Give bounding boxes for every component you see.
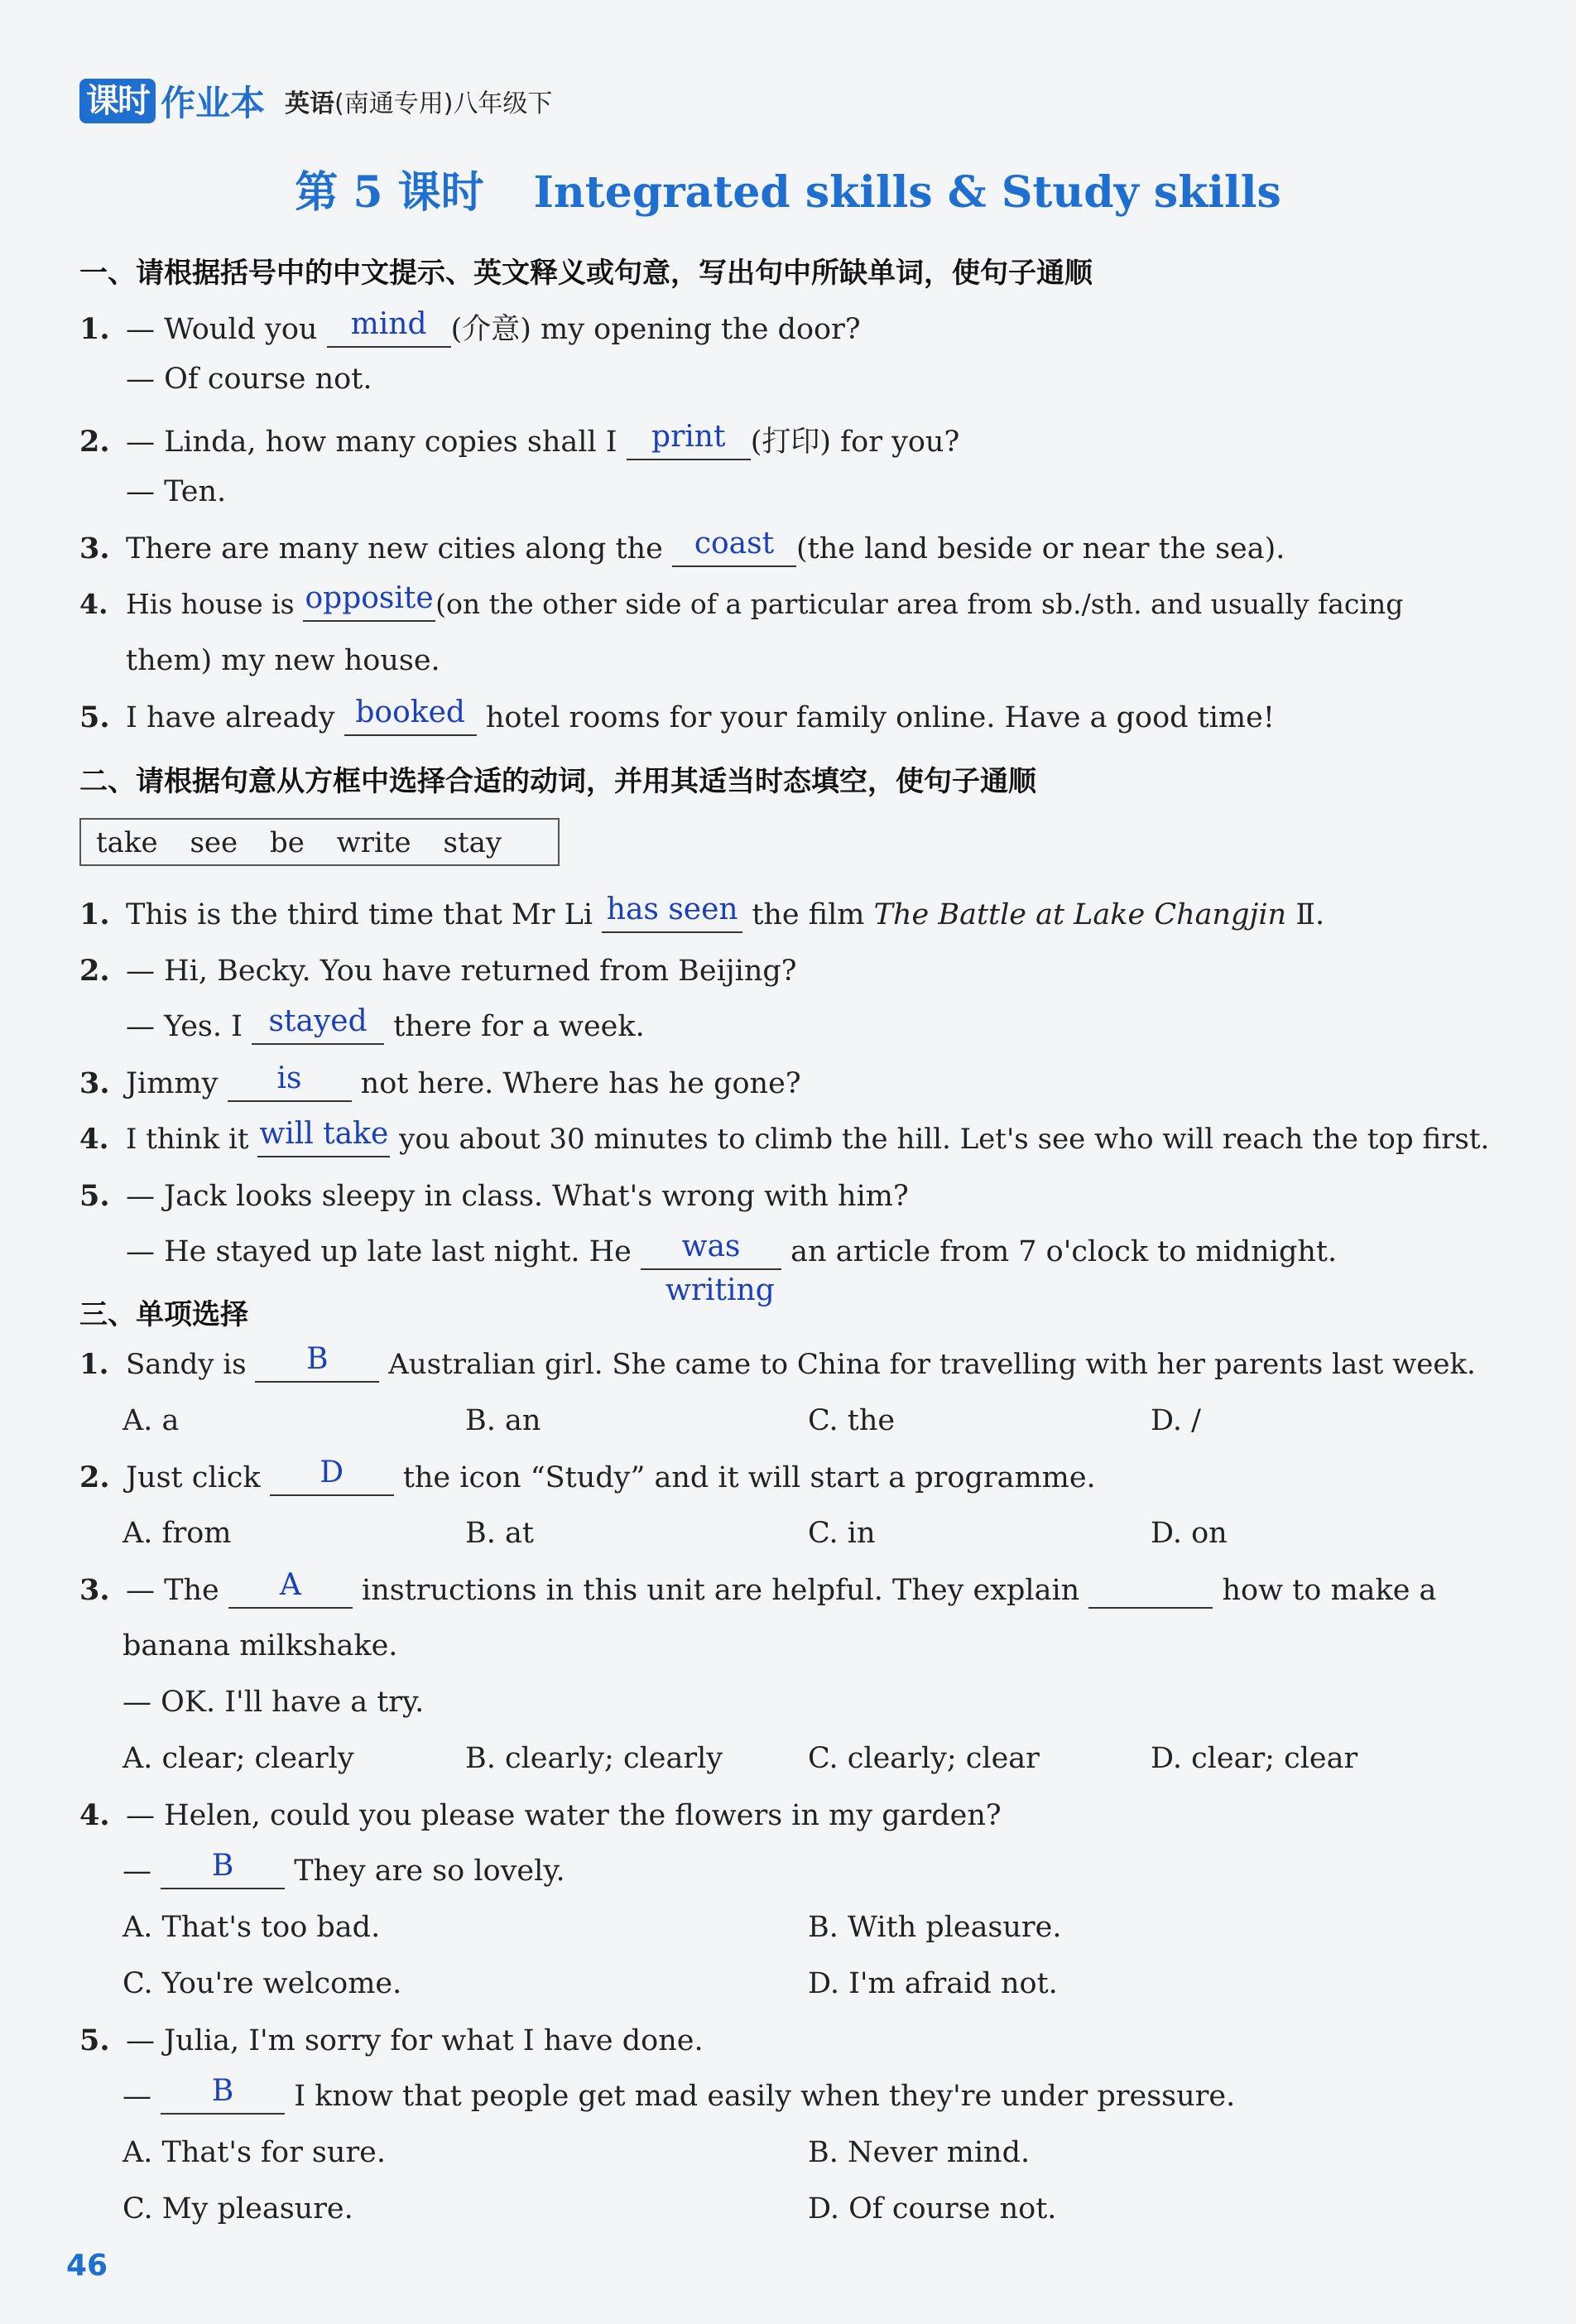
- option-b[interactable]: B. clearly; clearly: [465, 1742, 723, 1775]
- s3-q3: 3. — The A instructions in this unit are helpful. They explain how to make a: [79, 1568, 1437, 1607]
- s2-q2-reply: — Yes. I stayed there for a week.: [126, 1004, 645, 1043]
- s1-q4: 4. His house is opposite (on the other side of a particular area from sb./sth. and usually facing: [79, 581, 1404, 620]
- answer-blank[interactable]: booked: [344, 701, 477, 736]
- lesson-title: [0, 157, 1576, 219]
- option-a[interactable]: A. from: [123, 1517, 232, 1550]
- option-d[interactable]: D. clear; clear: [1151, 1742, 1358, 1775]
- s3-q3-reply: — OK. I'll have a try.: [123, 1686, 425, 1719]
- answer-continuation: writing: [665, 1273, 775, 1307]
- option-d[interactable]: D. Of course not.: [808, 2192, 1057, 2225]
- subject-label: 英语(南通专用)八年级下: [285, 89, 553, 118]
- answer-blank[interactable]: opposite: [303, 588, 435, 622]
- answer-blank[interactable]: coast: [672, 532, 796, 567]
- option-c[interactable]: C. in: [808, 1517, 876, 1550]
- logo-mark: 课时: [79, 79, 156, 123]
- section-3-heading: 三、单项选择: [79, 1298, 248, 1331]
- s3-q4: 4. — Helen, could you please water the flowers in my garden?: [79, 1798, 1002, 1832]
- answer-blank[interactable]: was: [641, 1235, 781, 1270]
- s1-q2: 2. — Linda, how many copies shall I print (打印) for you?: [79, 420, 960, 459]
- answer-blank[interactable]: B: [161, 2080, 285, 2115]
- s2-q4: 4. I think it will take you about 30 minutes to climb the hill. Let's see who will reach the top first.: [79, 1117, 1490, 1156]
- answer-blank[interactable]: stayed: [252, 1010, 384, 1045]
- word-bank-box: take see be write stay: [79, 818, 560, 866]
- answer-blank[interactable]: will take: [257, 1123, 390, 1157]
- answer-blank[interactable]: A: [228, 1574, 353, 1609]
- s3-q1: 1. Sandy is B Australian girl. She came to China for travelling with her parents last week.: [79, 1342, 1476, 1381]
- option-c[interactable]: C. You're welcome.: [123, 1967, 402, 2000]
- s3-q3-cont: banana milkshake.: [123, 1629, 398, 1662]
- answer-blank[interactable]: print: [627, 426, 751, 460]
- answer-blank[interactable]: B: [255, 1348, 379, 1383]
- s2-q2: 2. — Hi, Becky. You have returned from Beijing?: [79, 954, 797, 988]
- s1-q5: 5. I have already booked hotel rooms for your family online. Have a good time!: [79, 695, 1275, 734]
- page-number: 46: [66, 2249, 108, 2283]
- header: [79, 76, 552, 126]
- s3-q5: 5. — Julia, I'm sorry for what I have done.: [79, 2023, 704, 2057]
- answer-blank[interactable]: D: [270, 1461, 394, 1496]
- option-a[interactable]: A. That's too bad.: [123, 1911, 381, 1944]
- lesson-title-en: Integrated skills & Study skills: [533, 167, 1281, 218]
- option-d[interactable]: D. on: [1151, 1517, 1228, 1550]
- answer-blank[interactable]: mind: [327, 313, 451, 348]
- s3-q2: 2. Just click D the icon “Study” and it will start a programme.: [79, 1456, 1096, 1494]
- s2-q5-reply: — He stayed up late last night. He was an article from 7 o'clock to midnight.: [126, 1229, 1338, 1268]
- answer-blank-2[interactable]: [1088, 1574, 1213, 1609]
- s2-q5: 5. — Jack looks sleepy in class. What's wrong with him?: [79, 1179, 909, 1213]
- answer-blank[interactable]: is: [228, 1067, 352, 1102]
- s2-q3: 3. Jimmy is not here. Where has he gone?: [79, 1061, 801, 1100]
- option-c[interactable]: C. the: [808, 1404, 896, 1437]
- option-d[interactable]: D. /: [1151, 1404, 1201, 1437]
- section-2-heading: 二、请根据句意从方框中选择合适的动词，并用其适当时态填空，使句子通顺: [79, 765, 1036, 798]
- section-1-heading: 一、请根据括号中的中文提示、英文释义或句意，写出句中所缺单词，使句子通顺: [79, 257, 1093, 290]
- option-a[interactable]: A. That's for sure.: [123, 2136, 387, 2169]
- option-b[interactable]: B. With pleasure.: [808, 1911, 1062, 1944]
- logo-text: 作业本: [161, 83, 266, 123]
- option-b[interactable]: B. at: [465, 1517, 534, 1550]
- option-a[interactable]: A. a: [123, 1404, 180, 1437]
- s2-q1: 1. This is the third time that Mr Li has seen the film The Battle at Lake Changjin Ⅱ.: [79, 893, 1325, 931]
- s1-q1-reply: — Of course not.: [126, 363, 372, 396]
- s1-q4-cont: them) my new house.: [126, 644, 440, 677]
- publisher-logo: [79, 76, 265, 126]
- answer-blank[interactable]: has seen: [602, 898, 742, 933]
- option-b[interactable]: B. an: [465, 1404, 541, 1437]
- option-c[interactable]: C. My pleasure.: [123, 2192, 353, 2225]
- option-c[interactable]: C. clearly; clear: [808, 1742, 1040, 1775]
- option-d[interactable]: D. I'm afraid not.: [808, 1967, 1058, 2000]
- s1-q1: 1. — Would you mind (介意) my opening the door?: [79, 307, 861, 346]
- s3-q4-reply: — B They are so lovely.: [123, 1849, 565, 1888]
- lesson-title-cn: 第 5 课时: [295, 167, 484, 218]
- s1-q2-reply: — Ten.: [126, 475, 227, 508]
- answer-blank[interactable]: B: [161, 1855, 285, 1889]
- option-a[interactable]: A. clear; clearly: [123, 1742, 354, 1775]
- s1-q3: 3. There are many new cities along the coast (the land beside or near the sea).: [79, 527, 1285, 565]
- s3-q5-reply: — B I know that people get mad easily when they're under pressure.: [123, 2074, 1236, 2113]
- option-b[interactable]: B. Never mind.: [808, 2136, 1031, 2169]
